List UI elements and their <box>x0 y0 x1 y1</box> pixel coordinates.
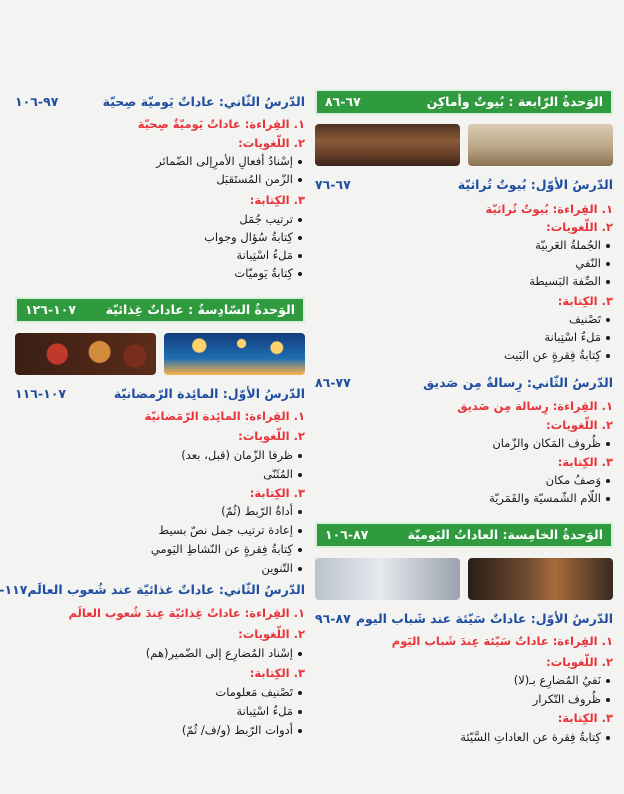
unit6-pages: ١٠٧-١٢٦ <box>26 302 77 317</box>
list-item: الصِّفة البَسيطة <box>316 274 614 288</box>
unit5-lesson2-writing-heading: ٣. الكِتابة: <box>250 193 306 207</box>
list-item: مَلءُ اسْتِبانة <box>16 248 306 262</box>
unit4-banner <box>316 124 614 166</box>
unit6-lesson1-grammar-heading: ٢. اللّغويات: <box>239 429 306 443</box>
unit4-lesson2-reading: ١. القِراءة: رِسالة مِن صَديق <box>458 399 614 413</box>
unit5-lesson1-writing-heading: ٣. الكِتابة: <box>558 711 614 725</box>
list-item: كِتابةُ يَوميّات <box>16 266 306 280</box>
list-item: إعادة ترتيب جمل نصّ بسيط <box>16 523 306 537</box>
list-item: كِتابةُ فِقرةٍ عن البَيت <box>316 348 614 362</box>
unit5-lesson2-grammar-heading: ٢. اللّغويات: <box>239 136 306 150</box>
list-item: الزّمن المُستَقبَل <box>16 172 306 186</box>
list-item: أدوات الرّبط (و/ف/ ثُمّ) <box>16 723 306 737</box>
unit6-lesson2-reading: ١. القِراءة: عاداتٌ غِذائيّة عِندَ شُعوب العالَم <box>69 606 306 620</box>
unit4-pages: ٦٧-٨٦ <box>326 94 362 109</box>
family-dinner-photo <box>469 558 614 600</box>
list-item: إسْنادُ أفعالِ الأمرِإلى الضّمائر <box>16 154 306 168</box>
food-table-photo <box>16 333 157 375</box>
unit5-title: الوَحدةُ الخامِسة: العاداتُ اليَوميّة <box>408 527 604 542</box>
list-item: النّفي <box>316 256 614 270</box>
list-item: ظرفا الزّمان (قبل، بعد) <box>16 448 306 462</box>
list-item: إسْناد المُضارِع إلى الضّمير(هم) <box>16 646 306 660</box>
unit5-lesson1-reading: ١. القِراءة: عاداتٌ سَيّئة عِندَ شَباب اليَوم <box>392 634 614 648</box>
busy-office-photo <box>316 558 461 600</box>
list-item: ظُروف المَكان والزّمان <box>316 436 614 450</box>
unit4-lesson1-title[interactable]: الدّرسُ الأوّل: بُيوتٌ تُراثيّة ٦٧-٧٦ <box>316 177 614 192</box>
unit4-lesson2-title[interactable]: الدّرسُ الثّاني: رِسالةٌ مِن صَديق ٧٧-٨٦ <box>316 375 614 390</box>
unit5-lesson1-title[interactable]: الدّرسُ الأوّل: عاداتٌ سَيّئة عند شَباب اليوم ٨٧-٩٦ <box>316 611 614 626</box>
unit5-lesson2-reading: ١. القِراءة: عاداتٌ يَوميّةٌ صِحيّة <box>138 117 306 131</box>
unit5-lesson2-title[interactable]: الدّرسُ الثّاني: عاداتٌ يَوميّة صِحيّة ٩٧-١٠٦ <box>16 94 306 109</box>
unit5-pages: ٨٧-١٠٦ <box>326 527 370 542</box>
unit4-lesson2-grammar-heading: ٢. اللّغويات: <box>547 418 614 432</box>
list-item: وَصفُ مكان <box>316 473 614 487</box>
list-item: مَلءُ اسْتِبانة <box>16 704 306 718</box>
unit5-banner <box>316 558 614 600</box>
unit6-title: الوَحدةُ السّادِسةُ : عاداتٌ غِذائيّة <box>106 302 296 317</box>
list-item: كِتابةُ فِقرةٍ عن النّشاطِ اليَومي <box>16 542 306 556</box>
ramadan-lanterns-photo <box>165 333 306 375</box>
unit4-lesson1-grammar-heading: ٢. اللّغويات: <box>547 220 614 234</box>
unit4-header[interactable] <box>316 89 614 115</box>
unit4-title: الوَحدةُ الرّابعة : بُيوتٌ وأماكِن <box>427 94 604 109</box>
list-item: تَصْنيف <box>316 312 614 326</box>
unit6-header[interactable] <box>16 297 306 323</box>
unit6-lesson1-reading: ١. القِراءة: المائِدة الرّمَضانيّة <box>145 409 306 423</box>
list-item: أداةُ الرّبط (ثُمّ) <box>16 504 306 518</box>
list-item: الجُملةُ العَربيّة <box>316 238 614 252</box>
list-item: تَصْنيف مَعلومات <box>16 685 306 699</box>
wooden-interior-photo <box>316 124 461 166</box>
unit6-lesson1-writing-heading: ٣. الكِتابة: <box>250 486 306 500</box>
unit5-header[interactable] <box>316 522 614 548</box>
unit4-lesson1-reading: ١. القِراءة: بُيوتٌ تُراثيّة <box>486 202 614 216</box>
list-item: المُثَنّى <box>16 467 306 481</box>
list-item: التّنوين <box>16 561 306 575</box>
list-item: اللّام الشّمسيّة والقَمَريّة <box>316 491 614 505</box>
arch-courtyard-photo <box>469 124 614 166</box>
unit6-lesson2-title[interactable]: الدّرسُ الثّاني: عاداتٌ غذائيّة عند شُعوب العالَم ١١٧- <box>0 582 306 597</box>
list-item: كِتابةُ سُؤال وجواب <box>16 230 306 244</box>
unit4-lesson1-writing-heading: ٣. الكِتابة: <box>558 294 614 308</box>
unit6-banner <box>16 333 306 375</box>
unit6-lesson2-writing-heading: ٣. الكِتابة: <box>250 666 306 680</box>
list-item: مَلءُ اسْتِبانة <box>316 330 614 344</box>
list-item: ترتيب جُمَل <box>16 212 306 226</box>
list-item: كِتابةُ فِقرة عن العاداتِ السَّيّئة <box>316 730 614 744</box>
list-item: ظُروف التّكرار <box>316 692 614 706</box>
unit6-lesson2-grammar-heading: ٢. اللّغويات: <box>239 627 306 641</box>
unit5-lesson1-grammar-heading: ٢. اللّغويات: <box>547 655 614 669</box>
list-item: نَفيُ المُضارِع بـ(لا) <box>316 673 614 687</box>
unit6-lesson1-title[interactable]: الدّرسُ الأوّل: المائِدة الرّمضانيّة ١٠٧-١١٦ <box>16 386 306 401</box>
unit4-lesson2-writing-heading: ٣. الكِتابة: <box>558 455 614 469</box>
